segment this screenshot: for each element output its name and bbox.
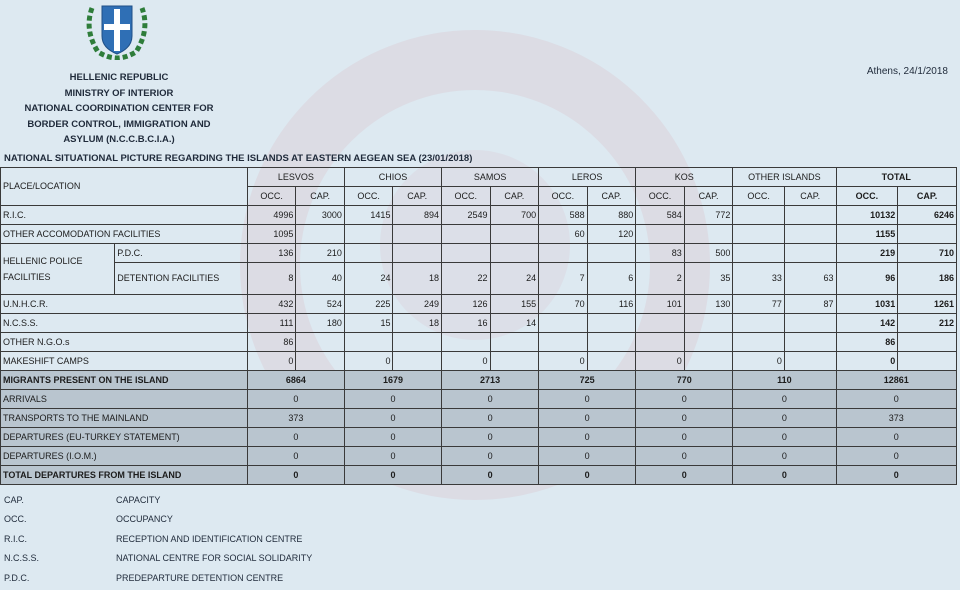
merged-value-cell: 6864 <box>247 371 344 390</box>
table-row <box>1 263 957 295</box>
value-cell <box>539 244 588 263</box>
occ-header: OCC. <box>344 187 393 206</box>
value-cell <box>636 314 685 333</box>
value-cell <box>490 333 539 352</box>
legend-item <box>4 568 404 588</box>
value-cell <box>733 333 785 352</box>
table-row <box>1 352 957 371</box>
value-cell: 0 <box>247 352 296 371</box>
value-cell: 212 <box>898 314 957 333</box>
value-cell <box>344 244 393 263</box>
value-cell <box>784 314 836 333</box>
merged-value-cell: 0 <box>733 447 836 466</box>
merged-value-cell: 2713 <box>442 371 539 390</box>
value-cell: 225 <box>344 295 393 314</box>
value-cell: 524 <box>296 295 345 314</box>
value-cell: 0 <box>344 352 393 371</box>
value-cell: 18 <box>393 263 442 295</box>
table-row <box>1 244 957 263</box>
merged-value-cell: 0 <box>344 428 441 447</box>
value-cell: 18 <box>393 314 442 333</box>
row-label: R.I.C. <box>1 206 248 225</box>
value-cell: 588 <box>539 206 588 225</box>
table-row <box>1 447 957 466</box>
occ-header: OCC. <box>636 187 685 206</box>
merged-value-cell: 0 <box>836 428 956 447</box>
merged-value-cell: 373 <box>836 409 956 428</box>
value-cell: 10132 <box>836 206 898 225</box>
value-cell: 24 <box>344 263 393 295</box>
legend-abbr: P.D.C. <box>4 572 30 583</box>
value-cell: 0 <box>442 352 491 371</box>
table-row <box>1 390 957 409</box>
table-row <box>1 466 957 485</box>
legend-text: PREDEPARTURE DETENTION CENTRE <box>116 572 284 583</box>
merged-value-cell: 0 <box>442 409 539 428</box>
merged-value-cell: 110 <box>733 371 836 390</box>
legend-abbr: N.C.S.S. <box>4 553 40 564</box>
value-cell: 219 <box>836 244 898 263</box>
value-cell <box>733 206 785 225</box>
value-cell <box>344 225 393 244</box>
table-header-row <box>1 168 957 187</box>
legend-item <box>4 529 404 549</box>
occ-header: OCC. <box>247 187 296 206</box>
merged-value-cell: 0 <box>539 409 636 428</box>
value-cell: 83 <box>636 244 685 263</box>
group-header: KOS <box>636 168 733 187</box>
value-cell: 894 <box>393 206 442 225</box>
value-cell: 116 <box>587 295 636 314</box>
row-label: ARRIVALS <box>1 390 248 409</box>
row-label: OTHER ACCOMODATION FACILITIES <box>1 225 248 244</box>
merged-value-cell: 0 <box>733 390 836 409</box>
value-cell: 86 <box>836 333 898 352</box>
value-cell <box>587 244 636 263</box>
merged-value-cell: 0 <box>247 447 344 466</box>
value-cell <box>784 206 836 225</box>
row-label: U.N.H.C.R. <box>1 295 248 314</box>
row-label: DEPARTURES (EU-TURKEY STATEMENT) <box>1 428 248 447</box>
value-cell: 86 <box>247 333 296 352</box>
value-cell: 155 <box>490 295 539 314</box>
value-cell <box>442 244 491 263</box>
value-cell: 24 <box>490 263 539 295</box>
value-cell <box>784 333 836 352</box>
value-cell: 880 <box>587 206 636 225</box>
row-label: MAKESHIFT CAMPS <box>1 352 248 371</box>
value-cell: 6246 <box>898 206 957 225</box>
document-title: NATIONAL SITUATIONAL PICTURE REGARDING THE ISLANDS AT EASTERN AEGEAN SEA (23/01/2018) <box>4 153 473 164</box>
merged-value-cell: 0 <box>442 466 539 485</box>
value-cell <box>393 244 442 263</box>
merged-value-cell: 0 <box>247 428 344 447</box>
authority-line: ASYLUM (N.C.C.B.C.I.A.) <box>63 134 175 145</box>
value-cell: 6 <box>587 263 636 295</box>
value-cell: 111 <box>247 314 296 333</box>
table-row <box>1 295 957 314</box>
merged-value-cell: 0 <box>539 428 636 447</box>
value-cell: 4996 <box>247 206 296 225</box>
legend-item <box>4 549 404 569</box>
value-cell: 130 <box>684 295 733 314</box>
value-cell: 14 <box>490 314 539 333</box>
value-cell <box>784 352 836 371</box>
authority-line: NATIONAL COORDINATION CENTER FOR <box>24 103 214 114</box>
value-cell: 210 <box>296 244 345 263</box>
document-date: Athens, 24/1/2018 <box>866 66 948 77</box>
value-cell <box>733 314 785 333</box>
group-header: TOTAL <box>836 168 956 187</box>
row-label: P.D.C. <box>115 244 248 263</box>
islands-situation-table <box>0 167 957 485</box>
value-cell: 2 <box>636 263 685 295</box>
value-cell: 1031 <box>836 295 898 314</box>
table-row <box>1 225 957 244</box>
cap-header: CAP. <box>898 187 957 206</box>
value-cell <box>784 225 836 244</box>
merged-value-cell: 0 <box>539 390 636 409</box>
value-cell: 7 <box>539 263 588 295</box>
value-cell <box>296 352 345 371</box>
value-cell <box>393 225 442 244</box>
merged-value-cell: 0 <box>836 466 956 485</box>
police-group-label: HELLENIC POLICE FACILITIES <box>1 244 115 295</box>
value-cell <box>587 333 636 352</box>
value-cell <box>539 314 588 333</box>
authority-line: BORDER CONTROL, IMMIGRATION AND <box>27 118 211 130</box>
value-cell: 0 <box>539 352 588 371</box>
group-header: LEROS <box>539 168 636 187</box>
merged-value-cell: 12861 <box>836 371 956 390</box>
merged-value-cell: 0 <box>636 466 733 485</box>
value-cell <box>296 333 345 352</box>
cap-header: CAP. <box>490 187 539 206</box>
greek-coat-of-arms-icon <box>80 0 154 60</box>
value-cell: 584 <box>636 206 685 225</box>
occ-header: OCC. <box>539 187 588 206</box>
value-cell <box>490 225 539 244</box>
row-label: DEPARTURES (I.O.M.) <box>1 447 248 466</box>
value-cell: 126 <box>442 295 491 314</box>
value-cell: 16 <box>442 314 491 333</box>
value-cell <box>587 352 636 371</box>
value-cell: 142 <box>836 314 898 333</box>
value-cell: 710 <box>898 244 957 263</box>
merged-value-cell: 1679 <box>344 371 441 390</box>
value-cell: 2549 <box>442 206 491 225</box>
merged-value-cell: 0 <box>836 390 956 409</box>
merged-value-cell: 0 <box>636 409 733 428</box>
value-cell <box>393 352 442 371</box>
merged-value-cell: 0 <box>733 409 836 428</box>
value-cell: 1415 <box>344 206 393 225</box>
value-cell: 3000 <box>296 206 345 225</box>
authority-line: MINISTRY OF INTERIOR <box>64 87 174 99</box>
merged-value-cell: 0 <box>733 428 836 447</box>
value-cell: 35 <box>684 263 733 295</box>
legend-item <box>4 510 404 530</box>
value-cell: 700 <box>490 206 539 225</box>
value-cell <box>587 314 636 333</box>
value-cell: 40 <box>296 263 345 295</box>
value-cell: 63 <box>784 263 836 295</box>
table-row <box>1 409 957 428</box>
legend-abbr: OCC. <box>4 514 27 525</box>
merged-value-cell: 0 <box>539 447 636 466</box>
place-header: PLACE/LOCATION <box>1 168 248 206</box>
value-cell <box>442 333 491 352</box>
cap-header: CAP. <box>784 187 836 206</box>
merged-value-cell: 0 <box>344 409 441 428</box>
merged-value-cell: 0 <box>247 466 344 485</box>
abbreviation-legend <box>4 490 404 588</box>
legend-abbr: R.I.C. <box>4 533 28 544</box>
value-cell <box>636 225 685 244</box>
value-cell <box>684 225 733 244</box>
legend-text: NATIONAL CENTRE FOR SOCIAL SOLIDARITY <box>116 553 313 564</box>
row-label: TOTAL DEPARTURES FROM THE ISLAND <box>1 466 248 485</box>
legend-text: RECEPTION AND IDENTIFICATION CENTRE <box>116 533 303 544</box>
legend-text: CAPACITY <box>116 494 161 505</box>
value-cell: 33 <box>733 263 785 295</box>
legend-text: OCCUPANCY <box>116 514 173 525</box>
value-cell: 22 <box>442 263 491 295</box>
value-cell <box>442 225 491 244</box>
value-cell: 772 <box>684 206 733 225</box>
value-cell: 8 <box>247 263 296 295</box>
merged-value-cell: 0 <box>442 390 539 409</box>
merged-value-cell: 0 <box>539 466 636 485</box>
row-label: TRANSPORTS TO THE MAINLAND <box>1 409 248 428</box>
value-cell <box>684 333 733 352</box>
cap-header: CAP. <box>684 187 733 206</box>
value-cell: 0 <box>636 352 685 371</box>
table-row <box>1 333 957 352</box>
value-cell: 60 <box>539 225 588 244</box>
value-cell <box>684 352 733 371</box>
merged-value-cell: 0 <box>733 466 836 485</box>
table-row <box>1 371 957 390</box>
cap-header: CAP. <box>296 187 345 206</box>
merged-value-cell: 0 <box>344 466 441 485</box>
merged-value-cell: 373 <box>247 409 344 428</box>
value-cell: 96 <box>836 263 898 295</box>
group-header: LESVOS <box>247 168 344 187</box>
value-cell: 120 <box>587 225 636 244</box>
group-header: SAMOS <box>442 168 539 187</box>
value-cell: 186 <box>898 263 957 295</box>
value-cell: 15 <box>344 314 393 333</box>
table-row <box>1 206 957 225</box>
occ-header: OCC. <box>836 187 898 206</box>
group-header: OTHER ISLANDS <box>733 168 836 187</box>
row-label: DETENTION FACILITIES <box>115 263 248 295</box>
merged-value-cell: 0 <box>442 428 539 447</box>
value-cell <box>898 352 957 371</box>
value-cell <box>898 333 957 352</box>
value-cell: 0 <box>836 352 898 371</box>
value-cell: 0 <box>733 352 785 371</box>
merged-value-cell: 0 <box>344 390 441 409</box>
merged-value-cell: 725 <box>539 371 636 390</box>
cap-header: CAP. <box>393 187 442 206</box>
group-header: CHIOS <box>344 168 441 187</box>
value-cell: 500 <box>684 244 733 263</box>
value-cell <box>344 333 393 352</box>
value-cell <box>733 225 785 244</box>
value-cell: 1155 <box>836 225 898 244</box>
issuing-authority <box>14 70 224 148</box>
merged-value-cell: 770 <box>636 371 733 390</box>
legend-item <box>4 490 404 510</box>
value-cell <box>898 225 957 244</box>
value-cell <box>296 225 345 244</box>
row-label: N.C.S.S. <box>1 314 248 333</box>
merged-value-cell: 0 <box>247 390 344 409</box>
value-cell: 87 <box>784 295 836 314</box>
value-cell: 136 <box>247 244 296 263</box>
authority-line: HELLENIC REPUBLIC <box>69 72 169 83</box>
merged-value-cell: 0 <box>636 447 733 466</box>
value-cell <box>784 244 836 263</box>
value-cell <box>490 244 539 263</box>
merged-value-cell: 0 <box>636 390 733 409</box>
table-row <box>1 428 957 447</box>
value-cell <box>733 244 785 263</box>
value-cell: 77 <box>733 295 785 314</box>
legend-abbr: CAP. <box>4 494 24 505</box>
merged-value-cell: 0 <box>836 447 956 466</box>
row-label: MIGRANTS PRESENT ON THE ISLAND <box>1 371 248 390</box>
row-label: OTHER N.G.O.s <box>1 333 248 352</box>
value-cell: 70 <box>539 295 588 314</box>
value-cell <box>490 352 539 371</box>
value-cell <box>393 333 442 352</box>
merged-value-cell: 0 <box>344 447 441 466</box>
value-cell: 432 <box>247 295 296 314</box>
occ-header: OCC. <box>442 187 491 206</box>
value-cell: 1095 <box>247 225 296 244</box>
merged-value-cell: 0 <box>636 428 733 447</box>
merged-value-cell: 0 <box>442 447 539 466</box>
value-cell: 249 <box>393 295 442 314</box>
table-row <box>1 314 957 333</box>
value-cell: 101 <box>636 295 685 314</box>
value-cell: 1261 <box>898 295 957 314</box>
value-cell <box>636 333 685 352</box>
value-cell: 180 <box>296 314 345 333</box>
value-cell <box>539 333 588 352</box>
cap-header: CAP. <box>587 187 636 206</box>
occ-header: OCC. <box>733 187 785 206</box>
value-cell <box>684 314 733 333</box>
